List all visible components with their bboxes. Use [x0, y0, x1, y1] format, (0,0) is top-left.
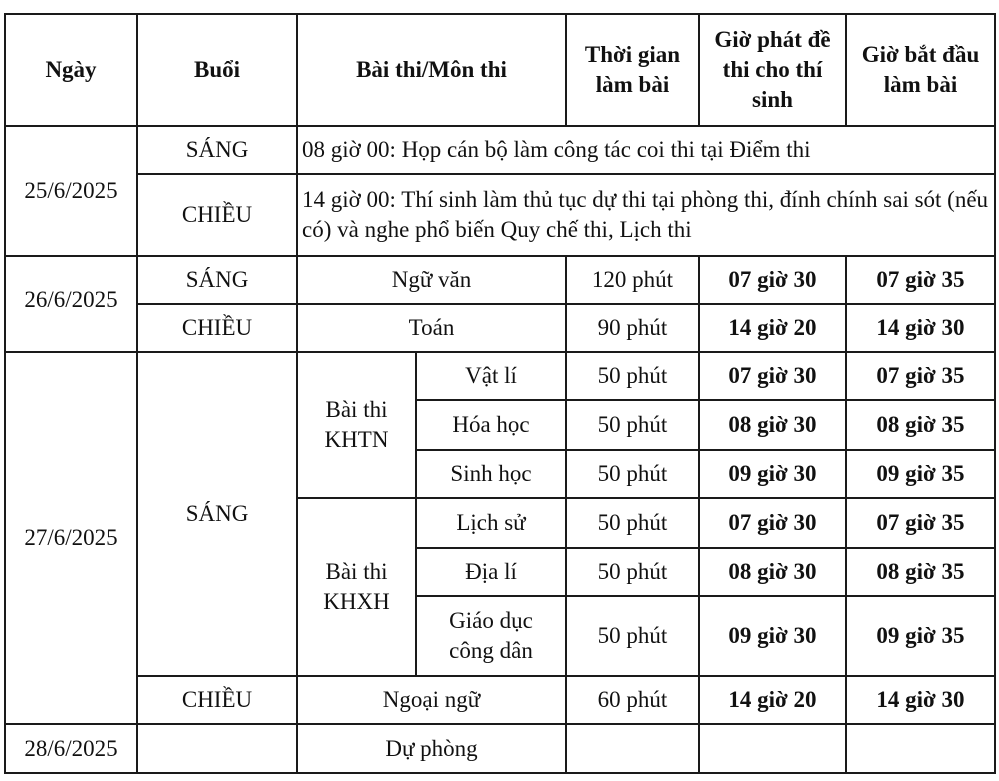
- header-gio-phat-de: Giờ phát đề thi cho thí sinh: [699, 14, 846, 126]
- start-time-cell: 09 giờ 35: [846, 596, 995, 676]
- session-cell: CHIỀU: [137, 174, 297, 256]
- distribute-time-cell: [699, 724, 846, 773]
- table-row: [5, 126, 995, 174]
- start-time-cell: 09 giờ 35: [846, 450, 995, 498]
- table-row: [5, 676, 995, 724]
- date-cell: 25/6/2025: [5, 126, 137, 256]
- distribute-time-cell: 07 giờ 30: [699, 256, 846, 304]
- date-cell: 28/6/2025: [5, 724, 137, 773]
- subject-cell: Lịch sử: [416, 498, 566, 548]
- subject-cell: Địa lí: [416, 548, 566, 596]
- table-row: [5, 174, 995, 256]
- duration-cell: 50 phút: [566, 450, 699, 498]
- header-ngay: Ngày: [5, 14, 137, 126]
- distribute-time-cell: 14 giờ 20: [699, 676, 846, 724]
- session-cell: CHIỀU: [137, 304, 297, 352]
- duration-cell: 50 phút: [566, 352, 699, 400]
- subject-cell: Hóa học: [416, 400, 566, 450]
- table-row: [5, 256, 995, 304]
- date-cell: 26/6/2025: [5, 256, 137, 352]
- session-cell: [137, 724, 297, 773]
- header-thoi-gian: Thời gian làm bài: [566, 14, 699, 126]
- header-bai-thi: Bài thi/Môn thi: [297, 14, 566, 126]
- duration-cell: 50 phút: [566, 498, 699, 548]
- duration-cell: 50 phút: [566, 596, 699, 676]
- subject-cell: Sinh học: [416, 450, 566, 498]
- subject-cell: Vật lí: [416, 352, 566, 400]
- table-row: [5, 724, 995, 773]
- subject-cell: Toán: [297, 304, 566, 352]
- start-time-cell: 08 giờ 35: [846, 548, 995, 596]
- duration-cell: 50 phút: [566, 548, 699, 596]
- note-cell: 14 giờ 00: Thí sinh làm thủ tục dự thi tại phòng thi, đính chính sai sót (nếu có) và nghe phổ biến Quy chế thi, Lịch thi: [297, 174, 995, 256]
- start-time-cell: 07 giờ 35: [846, 352, 995, 400]
- distribute-time-cell: 08 giờ 30: [699, 400, 846, 450]
- start-time-cell: 08 giờ 35: [846, 400, 995, 450]
- duration-cell: [566, 724, 699, 773]
- start-time-cell: 07 giờ 35: [846, 498, 995, 548]
- header-row: [5, 14, 995, 126]
- note-cell: 08 giờ 00: Họp cán bộ làm công tác coi thi tại Điểm thi: [297, 126, 995, 174]
- subject-cell: Ngữ văn: [297, 256, 566, 304]
- distribute-time-cell: 08 giờ 30: [699, 548, 846, 596]
- table-row: [5, 304, 995, 352]
- duration-cell: 120 phút: [566, 256, 699, 304]
- distribute-time-cell: 07 giờ 30: [699, 498, 846, 548]
- session-cell: SÁNG: [137, 352, 297, 676]
- subject-cell: Giáo dục công dân: [416, 596, 566, 676]
- duration-cell: 50 phút: [566, 400, 699, 450]
- table-row: [5, 352, 995, 400]
- header-buoi: Buổi: [137, 14, 297, 126]
- distribute-time-cell: 09 giờ 30: [699, 596, 846, 676]
- session-cell: SÁNG: [137, 256, 297, 304]
- group-cell: Bài thi KHTN: [297, 352, 416, 498]
- group-cell: Bài thi KHXH: [297, 498, 416, 676]
- start-time-cell: 07 giờ 35: [846, 256, 995, 304]
- distribute-time-cell: 14 giờ 20: [699, 304, 846, 352]
- start-time-cell: 14 giờ 30: [846, 676, 995, 724]
- subject-cell: Ngoại ngữ: [297, 676, 566, 724]
- duration-cell: 90 phút: [566, 304, 699, 352]
- distribute-time-cell: 07 giờ 30: [699, 352, 846, 400]
- duration-cell: 60 phút: [566, 676, 699, 724]
- distribute-time-cell: 09 giờ 30: [699, 450, 846, 498]
- start-time-cell: 14 giờ 30: [846, 304, 995, 352]
- session-cell: CHIỀU: [137, 676, 297, 724]
- subject-cell: Dự phòng: [297, 724, 566, 773]
- start-time-cell: [846, 724, 995, 773]
- header-gio-bat-dau: Giờ bắt đầu làm bài: [846, 14, 995, 126]
- session-cell: SÁNG: [137, 126, 297, 174]
- exam-schedule-table: [4, 13, 996, 774]
- date-cell: 27/6/2025: [5, 352, 137, 724]
